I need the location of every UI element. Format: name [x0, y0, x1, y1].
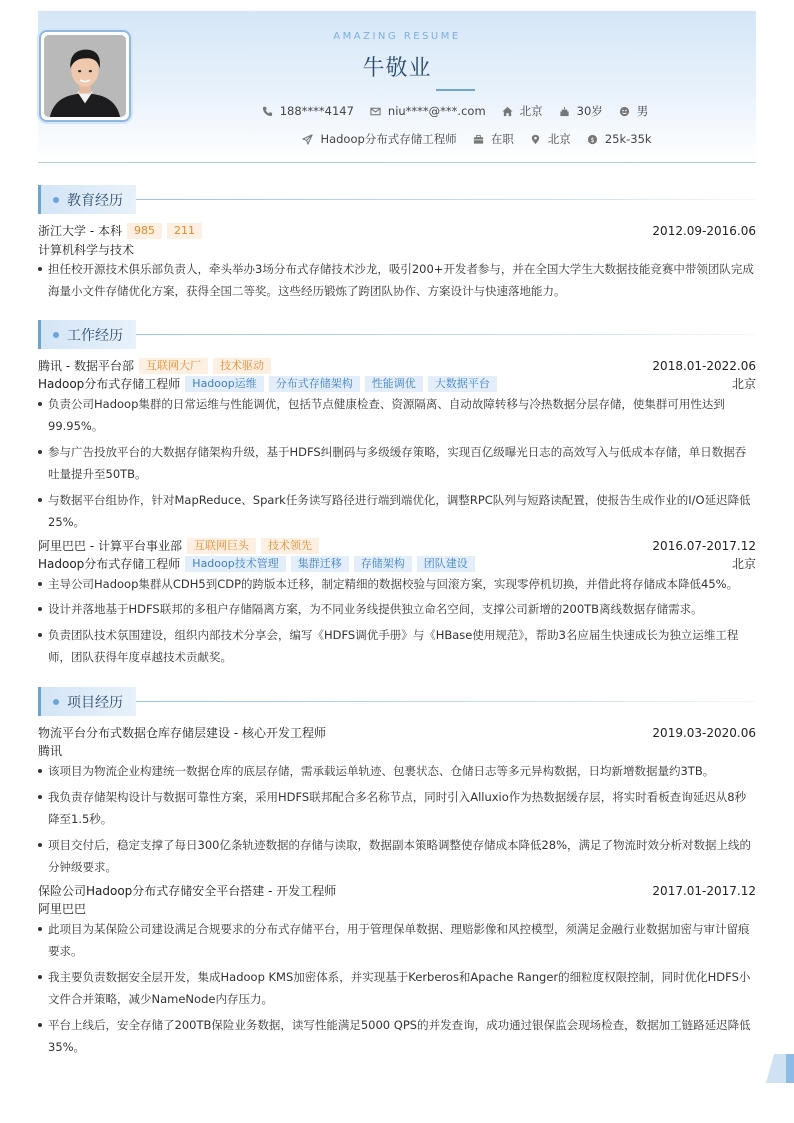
send-icon: [302, 134, 313, 145]
company-tag: 互联网大厂: [139, 358, 208, 374]
section-divider: [136, 199, 756, 200]
job-header-row: [38, 537, 756, 554]
job-city: 北京: [731, 377, 756, 391]
briefcase-icon: [473, 134, 484, 145]
target-job-text: Hadoop分布式存储工程师: [320, 132, 457, 146]
project-period: 2019.03-2020.06: [652, 725, 756, 740]
job-header-row: [38, 357, 756, 374]
project-org: 腾讯: [38, 744, 63, 758]
work-section-header: [38, 320, 756, 349]
project-section-header: [38, 687, 756, 716]
skill-tag: 团队建设: [417, 556, 475, 572]
education-period: 2012.09-2016.06: [652, 223, 756, 238]
job-bullet: 与数据平台组协作，针对MapReduce、Spark任务读写路径进行端到端优化，调整RPC队列与短路读配置，使报告生成作业的I/O延迟降低25%。: [38, 489, 756, 533]
city-text: 北京: [519, 104, 543, 118]
phone-item: [262, 104, 354, 118]
job-bullet: 设计并落地基于HDFS联邦的多租户存储隔离方案，为不同业务线提供独立命名空间，支撑公司新增的200TB离线数据存储需求。: [38, 598, 756, 620]
city-item: [502, 103, 543, 119]
phone-text: 188****4147: [279, 104, 354, 118]
section-dot-icon: [53, 197, 59, 203]
job-bullet: 参与广告投放平台的大数据存储架构升级，基于HDFS纠删码与多级缓存策略，实现百亿级曝光日志的高效写入与低成本存储，单日数据吞吐量提升至50TB。: [38, 441, 756, 485]
status-item: [473, 131, 514, 147]
user-icon: [619, 106, 630, 117]
project-header-row: [38, 882, 756, 899]
education-section-tag: [38, 185, 136, 214]
job-role-row: [38, 555, 756, 572]
project-bullet: 此项目为某保险公司建设满足合规要求的分布式存储平台，用于管理保单数据、理赔影像和风控模型，须满足金融行业数据加密与审计留痕要求。: [38, 918, 756, 962]
skill-tag: 性能调优: [365, 376, 423, 392]
skill-tag: 分布式存储架构: [269, 376, 360, 392]
work-section-tag: [38, 320, 136, 349]
mail-icon: [370, 106, 381, 117]
phone-icon: [262, 106, 273, 117]
project-period: 2017.01-2017.12: [652, 883, 756, 898]
section-dot-icon: [53, 699, 59, 705]
money-icon: [587, 134, 598, 145]
project-bullet: 项目交付后，稳定支撑了每日300亿条轨迹数据的存储与读取，数据副本策略调整使存储成本降低28%，满足了物流时效分析对数据上线的分钟级要求。: [38, 834, 756, 878]
project-bullet: 我主要负责数据安全层开发，集成Hadoop KMS加密体系，并实现基于Kerberos和Apache Ranger的细粒度权限控制，同时优化HDFS小文件合并策略，减少NameNode内存压力。: [38, 966, 756, 1010]
age-text: 30岁: [576, 104, 603, 118]
project-org: 阿里巴巴: [38, 902, 87, 916]
job-city: 北京: [731, 557, 756, 571]
corner-decoration: [766, 1054, 794, 1083]
project-bullet: 该项目为物流企业构建统一数据仓库的底层存储，需承载运单轨迹、包裹状态、仓储日志等多元异构数据，日均新增数据量约3TB。: [38, 760, 756, 782]
age-item: [559, 103, 603, 119]
resume-tagline: AMAZING RESUME: [333, 31, 461, 42]
home-icon: [502, 106, 513, 117]
project-name: 物流平台分布式数据仓库存储层建设 - 核心开发工程师: [38, 726, 326, 740]
company-tag: 技术领先: [261, 538, 319, 554]
project-section-title: 项目经历: [67, 694, 123, 711]
skill-tag: 存储架构: [354, 556, 412, 572]
job-bullet: 负责公司Hadoop集群的日常运维与性能调优，包括节点健康检查、资源隔离、自动故障转移与冷热数据分层存储，使集群可用性达到99.95%。: [38, 393, 756, 437]
contact-info-row: [38, 103, 756, 119]
section-divider: [136, 334, 756, 335]
status-text: 在职: [490, 132, 514, 146]
project-section-tag: [38, 687, 136, 716]
project-bullet: 我负责存储架构设计与数据可靠性方案，采用HDFS联邦配合多名称节点，同时引入Alluxio作为热数据缓存层，将实时看板查询延迟从8秒降至1.5秒。: [38, 786, 756, 830]
job-bullet: 负责团队技术氛围建设，组织内部技术分享会，编写《HDFS调优手册》与《HBase使用规范》，帮助3名应届生快速成长为独立运维工程师，团队获得年度卓越技术贡献奖。: [38, 624, 756, 668]
project-name: 保险公司Hadoop分布式存储安全平台搭建 - 开发工程师: [38, 884, 337, 898]
email-item: [370, 104, 486, 118]
cake-icon: [559, 106, 570, 117]
job-period: 2018.01-2022.06: [652, 358, 756, 373]
job-bullet: 主导公司Hadoop集群从CDH5到CDP的跨版本迁移，制定精细的数据校验与回滚方案，实现零停机切换，并借此将存储成本降低45%。: [38, 573, 756, 595]
candidate-name: 牛敬业: [362, 56, 432, 81]
target-city-text: 北京: [547, 132, 571, 146]
school-tag: 211: [167, 223, 202, 239]
job-role-row: [38, 375, 756, 392]
target-job-item: [302, 131, 456, 147]
salary-text: 25k-35k: [604, 132, 652, 146]
target-city-item: [530, 131, 571, 147]
job-role: Hadoop分布式存储工程师: [38, 377, 181, 391]
job-intent-row: [38, 131, 756, 147]
location-pin-icon: [530, 134, 541, 145]
company-tag: 技术驱动: [213, 358, 271, 374]
email-text: niu****@***.com: [387, 104, 486, 118]
svg-text:$: $: [590, 135, 595, 144]
education-section-title: 教育经历: [67, 192, 123, 209]
job-company: 腾讯 - 数据平台部: [38, 359, 134, 373]
education-major: 计算机科学与技术: [38, 243, 135, 257]
salary-item: [587, 132, 652, 146]
section-divider: [136, 701, 756, 702]
skill-tag: Hadoop运维: [185, 376, 263, 392]
education-bullet: 担任校开源技术俱乐部负责人，牵头举办3场分布式存储技术沙龙，吸引200+开发者参与，并在全国大学生大数据技能竞赛中带领团队完成海量小文件存储优化方案，获得全国二等奖。这些经历锻炼了跨团队协作、方案设计与快速落地能力。: [38, 258, 756, 302]
work-section-title: 工作经历: [67, 327, 123, 344]
company-tag: 互联网巨头: [187, 538, 256, 554]
education-header-row: [38, 222, 756, 239]
skill-tag: 集群迁移: [291, 556, 349, 572]
skill-tag: Hadoop技术管理: [185, 556, 285, 572]
job-period: 2016.07-2017.12: [652, 538, 756, 553]
job-company: 阿里巴巴 - 计算平台事业部: [38, 539, 182, 553]
skill-tag: 大数据平台: [428, 376, 497, 392]
school-name: 浙江大学 - 本科: [38, 224, 122, 238]
gender-text: 男: [636, 104, 649, 118]
school-tag: 985: [127, 223, 162, 239]
project-header-row: [38, 724, 756, 741]
name-underline: [436, 89, 475, 91]
project-bullet: 平台上线后，安全存储了200TB保险业务数据，读写性能满足5000 QPS的并发查询，成功通过银保监会现场检查，数据加工链路延迟降低35%。: [38, 1014, 756, 1058]
section-dot-icon: [53, 332, 59, 338]
job-role: Hadoop分布式存储工程师: [38, 557, 181, 571]
resume-header: [38, 11, 756, 163]
education-section-header: [38, 185, 756, 214]
gender-item: [619, 103, 649, 119]
